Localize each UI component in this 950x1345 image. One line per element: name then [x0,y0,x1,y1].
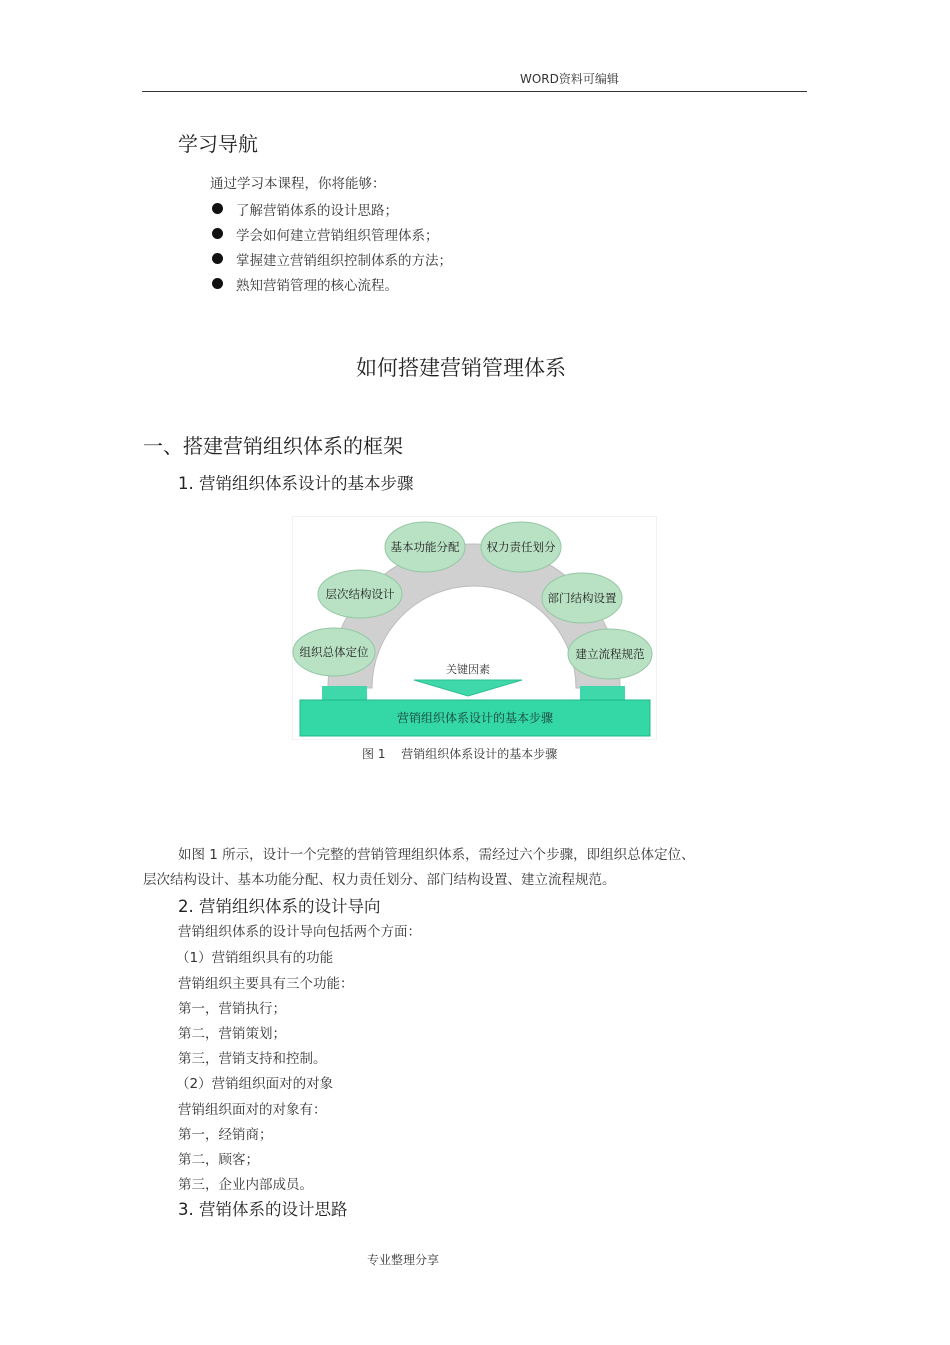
text-line: 第一，经销商； [178,1127,273,1143]
section-heading: 一、搭建营销组织体系的框架 [143,434,403,458]
bullet-icon [212,253,223,264]
text-line: 营销组织主要具有三个功能： [178,976,354,992]
subsection-heading-2: 2. 营销组织体系的设计导向 [178,897,381,916]
bullet-text: 了解营销体系的设计思路； [236,202,398,219]
bullet-icon [212,278,223,289]
step-label: 权力责任划分 [486,540,556,554]
step-oval-3 [385,522,465,572]
paragraph-line: 如图 1 所示，设计一个完整的营销管理组织体系，需经过六个步骤，即组织总体定位、 [178,847,695,863]
bullet-icon [212,203,223,214]
step-label: 组织总体定位 [299,645,369,659]
text-line: （2）营销组织面对的对象 [176,1076,334,1092]
subsection-heading-3: 3. 营销体系的设计思路 [178,1200,348,1219]
bullet-icon [212,228,223,239]
step-oval-1 [293,628,375,676]
bullet-text: 学会如何建立营销组织管理体系； [236,227,439,244]
step-oval-6 [568,629,652,679]
text-line: 第三，营销支持和控制。 [178,1051,327,1067]
text-line: 营销组织体系的设计导向包括两个方面： [178,924,421,940]
step-label: 建立流程规范 [575,647,645,661]
list-item [212,196,452,221]
figure-caption: 图 1 营销组织体系设计的基本步骤 [362,747,558,761]
step-oval-5 [542,573,622,623]
bullet-text: 熟知营销管理的核心流程。 [236,277,398,294]
text-line: 第二，营销策划； [178,1026,286,1042]
step-oval-4 [481,522,561,572]
guide-bullet-list [212,196,452,296]
diagram-pillar-right [580,686,625,700]
diagram-base-label: 营销组织体系设计的基本步骤 [396,711,554,725]
step-label: 层次结构设计 [325,587,395,601]
list-item [212,221,452,246]
subsection-heading-1: 1. 营销组织体系设计的基本步骤 [178,474,414,493]
text-line: （1）营销组织具有的功能 [176,950,334,966]
guide-intro: 通过学习本课程，你将能够： [210,176,386,192]
list-item [212,271,452,296]
page-header: WORD资料可编辑 [520,72,619,86]
diagram-pillar-left [322,686,367,700]
page-footer: 专业整理分享 [367,1253,440,1267]
list-item [212,246,452,271]
text-line: 第一，营销执行； [178,1001,286,1017]
step-oval-2 [318,570,402,618]
step-label: 部门结构设置 [547,591,617,605]
steps-diagram [292,516,657,740]
text-line: 第二，顾客； [178,1152,259,1168]
paragraph-line: 层次结构设计、基本功能分配、权力责任划分、部门结构设置、建立流程规范。 [143,872,616,888]
bullet-text: 掌握建立营销组织控制体系的方法； [236,252,452,269]
text-line: 营销组织面对的对象有： [178,1102,327,1118]
header-rule [142,91,807,92]
guide-title: 学习导航 [178,132,258,156]
document-title: 如何搭建营销管理体系 [356,356,566,380]
key-factor-label: 关键因素 [446,663,490,676]
text-line: 第三，企业内部成员。 [178,1177,313,1193]
step-label: 基本功能分配 [390,540,460,554]
